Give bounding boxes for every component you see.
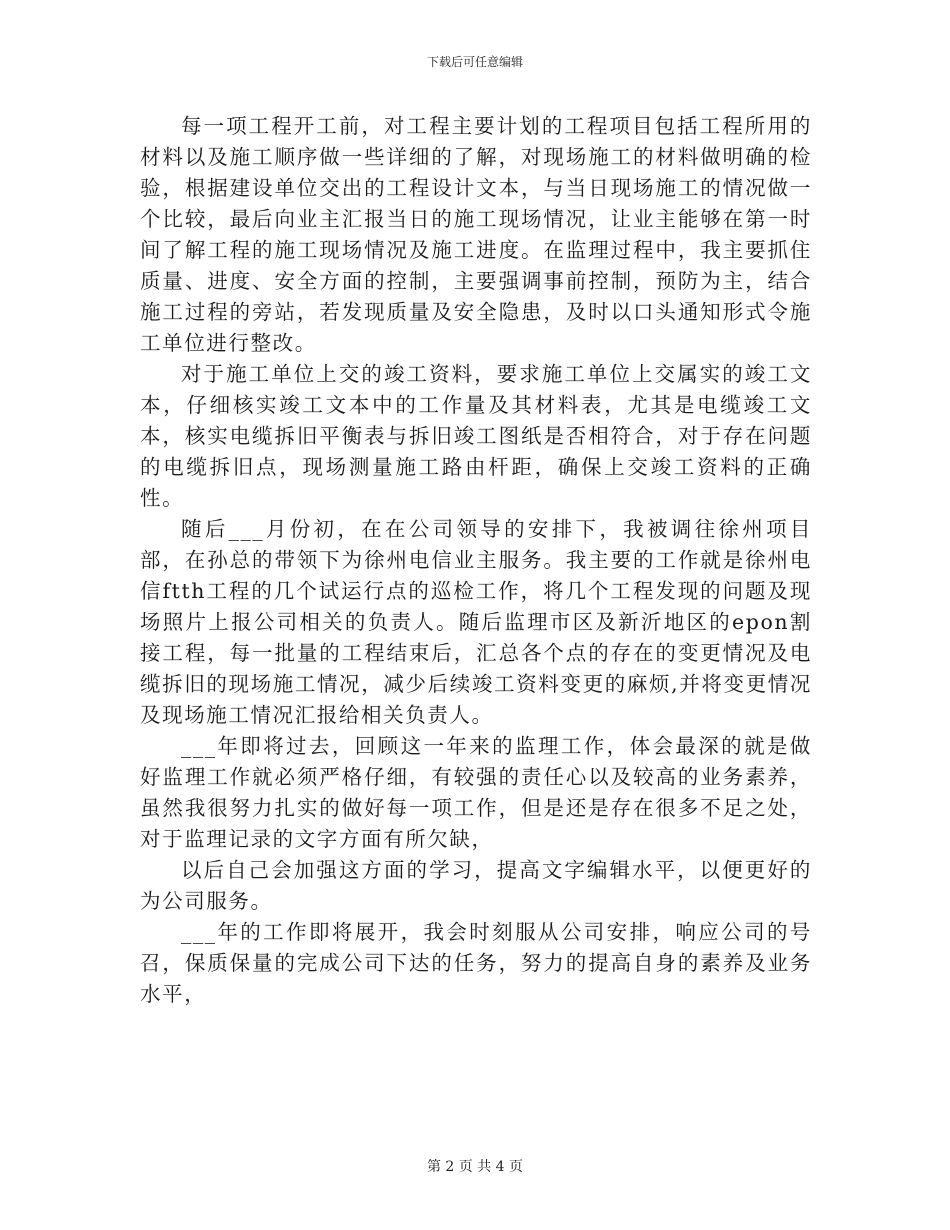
paragraph-3: 随后___月份初，在在公司领导的安排下，我被调往徐州项目部，在孙总的带领下为徐州电信业主服务。我主要的工作就是徐州电信ftth工程的几个试运行点的巡检工作，将几个工程发现的问题及现场照片上报公司相关的负责人。随后监理市区及新沂地区的epon割接工程，每一批量的工程结束后，汇总各个点的存在的变更情况及电缆拆旧的现场施工情况，减少后续竣工资料变更的麻烦,并将变更情况及现场施工情况汇报给相关负责人。 <box>140 517 812 727</box>
paragraph-4: ___年即将过去，回顾这一年来的监理工作，体会最深的就是做好监理工作就必须严格仔细，有较强的责任心以及较高的业务素养，虽然我很努力扎实的做好每一项工作，但是还是存在很多不足之处，对于监理记录的文字方面有所欠缺， <box>140 734 812 851</box>
paragraph-5: 以后自己会加强这方面的学习，提高文字编辑水平，以便更好的为公司服务。 <box>140 858 812 913</box>
paragraph-1: 每一项工程开工前，对工程主要计划的工程项目包括工程所用的材料以及施工顺序做一些详细的了解，对现场施工的材料做明确的检验，根据建设单位交出的工程设计文本，与当日现场施工的情况做一个比较，最后向业主汇报当日的施工现场情况，让业主能够在第一时间了解工程的施工现场情况及施工进度。在监理过程中，我主要抓住质量、进度、安全方面的控制，主要强调事前控制，预防为主，结合施工过程的旁站，若发现质量及安全隐患，及时以口头通知形式令施工单位进行整改。 <box>140 114 812 355</box>
header-note: 下载后可任意编辑 <box>426 55 523 69</box>
document-body <box>140 111 812 1010</box>
page-number-footer: 第 2 页 共 4 页 <box>426 1159 524 1175</box>
paragraph-6: ___年的工作即将展开，我会时刻服从公司安排，响应公司的号召，保质保量的完成公司下达的任务，努力的提高自身的素养及业务水平， <box>140 920 812 1006</box>
paragraph-2: 对于施工单位上交的竣工资料，要求施工单位上交属实的竣工文本，仔细核实竣工文本中的工作量及其材料表，尤其是电缆竣工文本，核实电缆拆旧平衡表与拆旧竣工图纸是否相符合，对于存在问题的电缆拆旧点，现场测量施工路由杆距，确保上交竣工资料的正确性。 <box>140 362 812 510</box>
